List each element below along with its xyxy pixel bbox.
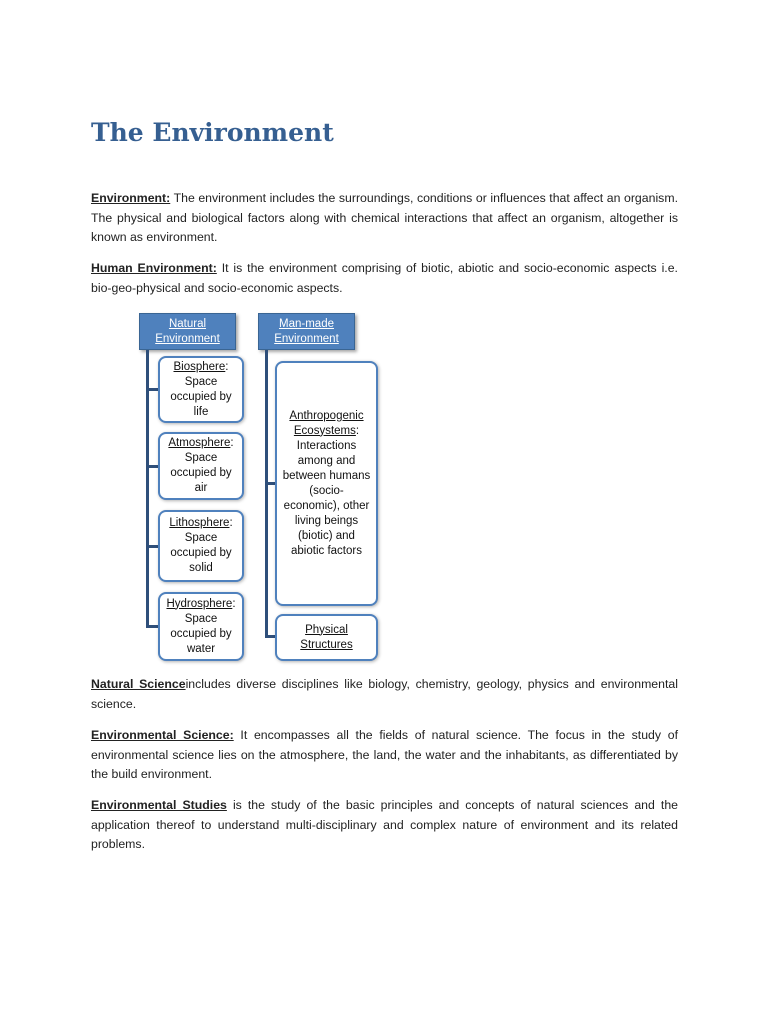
natural-environment-header	[139, 313, 236, 350]
atmosphere-name: Atmosphere	[168, 437, 231, 449]
anthropogenic-ecosystems-name: Anthropogenic Ecosystems	[289, 409, 364, 437]
hydrosphere-name: Hydrosphere	[166, 597, 233, 610]
lithosphere-name: Lithosphere	[169, 517, 230, 529]
paragraph-human-environment	[91, 259, 678, 298]
definition-natural-science: includes diverse disciplines like biology, chemistry, geology, physics and environmental science.	[91, 677, 678, 711]
page-title: The Environment	[91, 118, 334, 147]
biosphere-desc: Space occupied by life	[170, 375, 232, 418]
natural-connector-branch	[146, 388, 158, 391]
paragraph-environment	[91, 189, 678, 248]
atmosphere-desc: Space occupied by air	[170, 452, 232, 494]
natural-environment-header-label: Natural Environment	[155, 317, 220, 345]
biosphere-name: Biosphere	[173, 360, 226, 373]
definition-environmental-science: It encompasses all the fields of natural science. The focus in the study of environmental science lies on the atmosphere, the land, the water and the inhabitants, as differentiated by the build environment.	[91, 728, 678, 781]
term-human-environment: Human Environment:	[91, 261, 217, 275]
hydrosphere-box: Hydrosphere: Space occupied by water	[158, 592, 244, 661]
term-environmental-studies: Environmental Studies	[91, 798, 227, 812]
natural-connector-branch	[146, 625, 158, 628]
paragraph-environmental-studies	[91, 796, 678, 855]
anthropogenic-ecosystems-box	[275, 361, 378, 606]
term-natural-science: Natural Science	[91, 677, 186, 691]
definition-environment: The environment includes the surroundings, conditions or influences that affect an organism. The physical and biological factors along with chemical interactions that affect an organism, altogether is known as environment.	[91, 191, 678, 244]
definition-human-environment: It is the environment comprising of biotic, abiotic and socio-economic aspects i.e. bio-geo-physical and socio-economic aspects.	[91, 261, 678, 295]
biosphere-box: Biosphere: Space occupied by life	[158, 356, 244, 423]
definition-environmental-studies: is the study of the basic principles and concepts of natural sciences and the application thereof to understand multi-disciplinary and complex nature of environment and its related problems.	[91, 798, 678, 851]
paragraph-environmental-science	[91, 726, 678, 785]
physical-structures-box	[275, 614, 378, 661]
lithosphere-desc: Space occupied by solid	[170, 532, 232, 574]
manmade-connector-trunk	[265, 350, 268, 638]
natural-connector-branch	[146, 545, 158, 548]
anthropogenic-ecosystems-name-line: Anthropogenic Ecosystems:	[289, 409, 364, 437]
paragraph-natural-science	[91, 675, 678, 714]
physical-structures-label: Physical Structures	[300, 623, 353, 651]
lithosphere-box: Lithosphere: Space occupied by solid	[158, 510, 244, 582]
hydrosphere-desc: Space occupied by water	[170, 612, 232, 655]
manmade-environment-header	[258, 313, 355, 350]
anthropogenic-ecosystems-desc: Interactions among and between humans (socio-economic), other living beings (biotic) and abiotic factors	[282, 439, 371, 557]
natural-connector-trunk	[146, 350, 149, 628]
term-environment: Environment:	[91, 191, 171, 205]
term-environmental-science: Environmental Science:	[91, 728, 234, 742]
natural-connector-branch	[146, 465, 158, 468]
manmade-environment-header-label: Man-made Environment	[274, 317, 339, 345]
atmosphere-box: Atmosphere: Space occupied by air	[158, 432, 244, 500]
